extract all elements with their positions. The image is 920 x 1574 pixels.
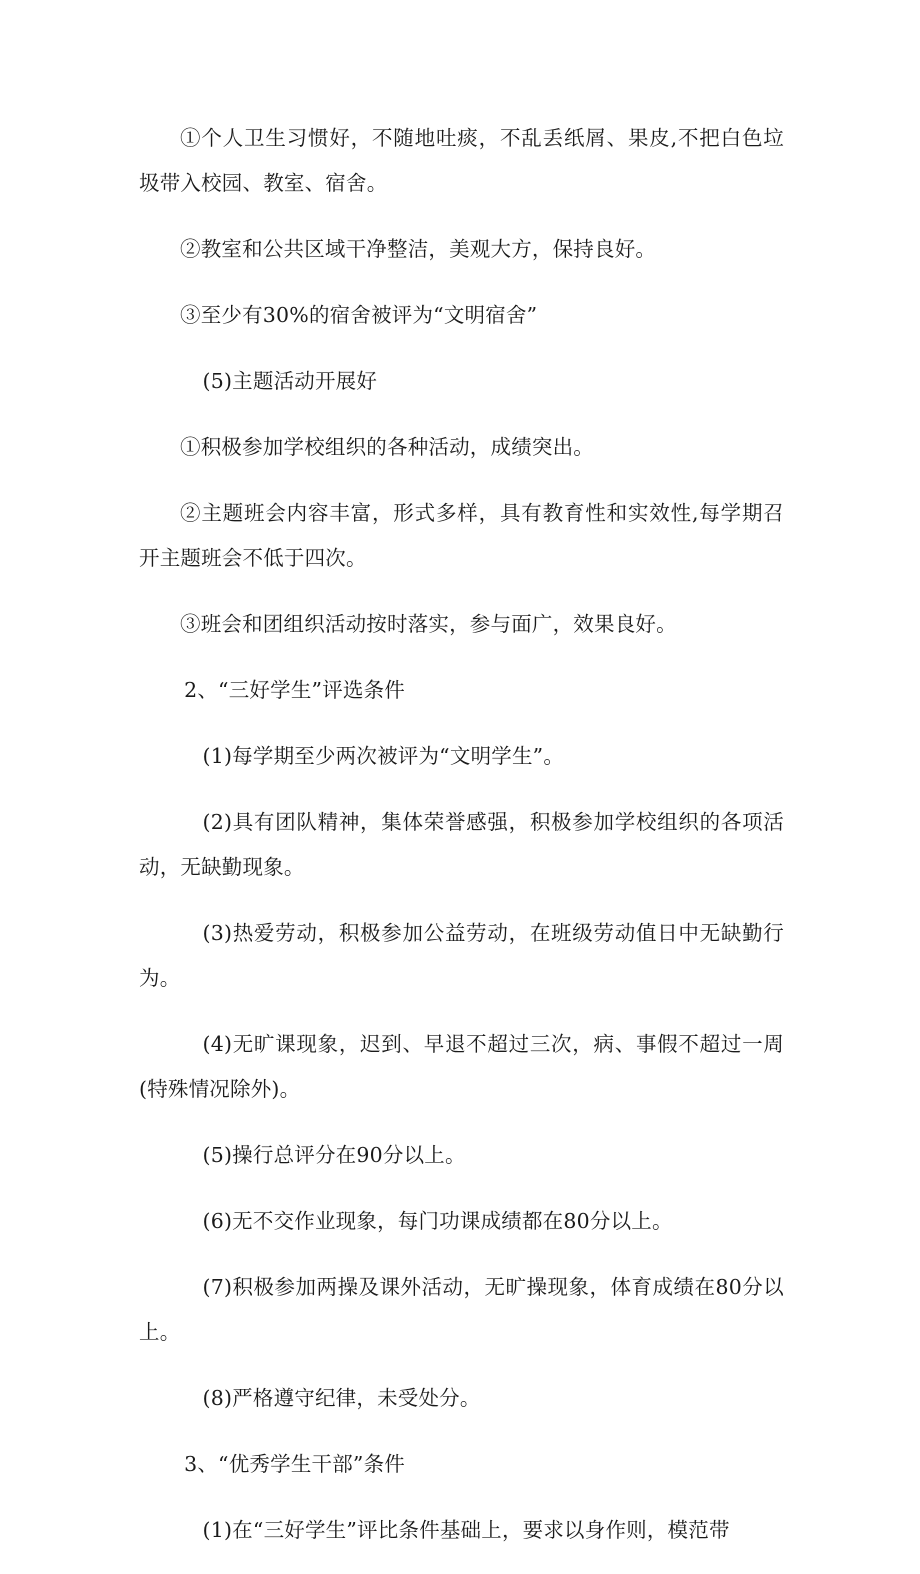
criterion-5: (5)操行总评分在90分以上。 <box>202 1143 466 1167</box>
document-body <box>139 116 784 1574</box>
criterion-7: (7)积极参加两操及课外活动，无旷操现象，体育成绩在80分以上。 <box>139 1275 784 1344</box>
paragraph-class-meetings: ②主题班会内容丰富，形式多样，具有教育性和实效性,每学期召开主题班会不低于四次。 <box>139 501 784 570</box>
paragraph-league-activities: ③班会和团组织活动按时落实，参与面广，效果良好。 <box>180 612 677 636</box>
cadre-criterion-1: (1)在“三好学生”评比条件基础上，要求以身作则，模范带 <box>202 1518 730 1542</box>
subheading-theme-activities: (5)主题活动开展好 <box>202 369 378 393</box>
criterion-4: (4)无旷课现象，迟到、早退不超过三次，病、事假不超过一周(特殊情况除外)。 <box>139 1032 784 1101</box>
section-heading-three-good-students: 2、“三好学生”评选条件 <box>184 678 405 702</box>
criterion-2: (2)具有团队精神，集体荣誉感强，积极参加学校组织的各项活动，无缺勤现象。 <box>139 810 784 879</box>
criterion-8: (8)严格遵守纪律，未受处分。 <box>202 1386 481 1410</box>
section-heading-outstanding-cadres: 3、“优秀学生干部”条件 <box>184 1452 405 1476</box>
paragraph-dormitory-rate: ③至少有30%的宿舍被评为“文明宿舍” <box>180 303 538 327</box>
criterion-6: (6)无不交作业现象，每门功课成绩都在80分以上。 <box>202 1209 673 1233</box>
paragraph-school-activities: ①积极参加学校组织的各种活动，成绩突出。 <box>180 435 594 459</box>
criterion-3: (3)热爱劳动，积极参加公益劳动，在班级劳动值日中无缺勤行为。 <box>139 921 784 990</box>
paragraph-classroom-clean: ②教室和公共区域干净整洁，美观大方，保持良好。 <box>180 237 657 261</box>
paragraph-hygiene-habits: ①个人卫生习惯好，不随地吐痰，不乱丢纸屑、果皮,不把白色垃圾带入校园、教室、宿舍。 <box>139 126 784 195</box>
criterion-1: (1)每学期至少两次被评为“文明学生”。 <box>202 744 565 768</box>
